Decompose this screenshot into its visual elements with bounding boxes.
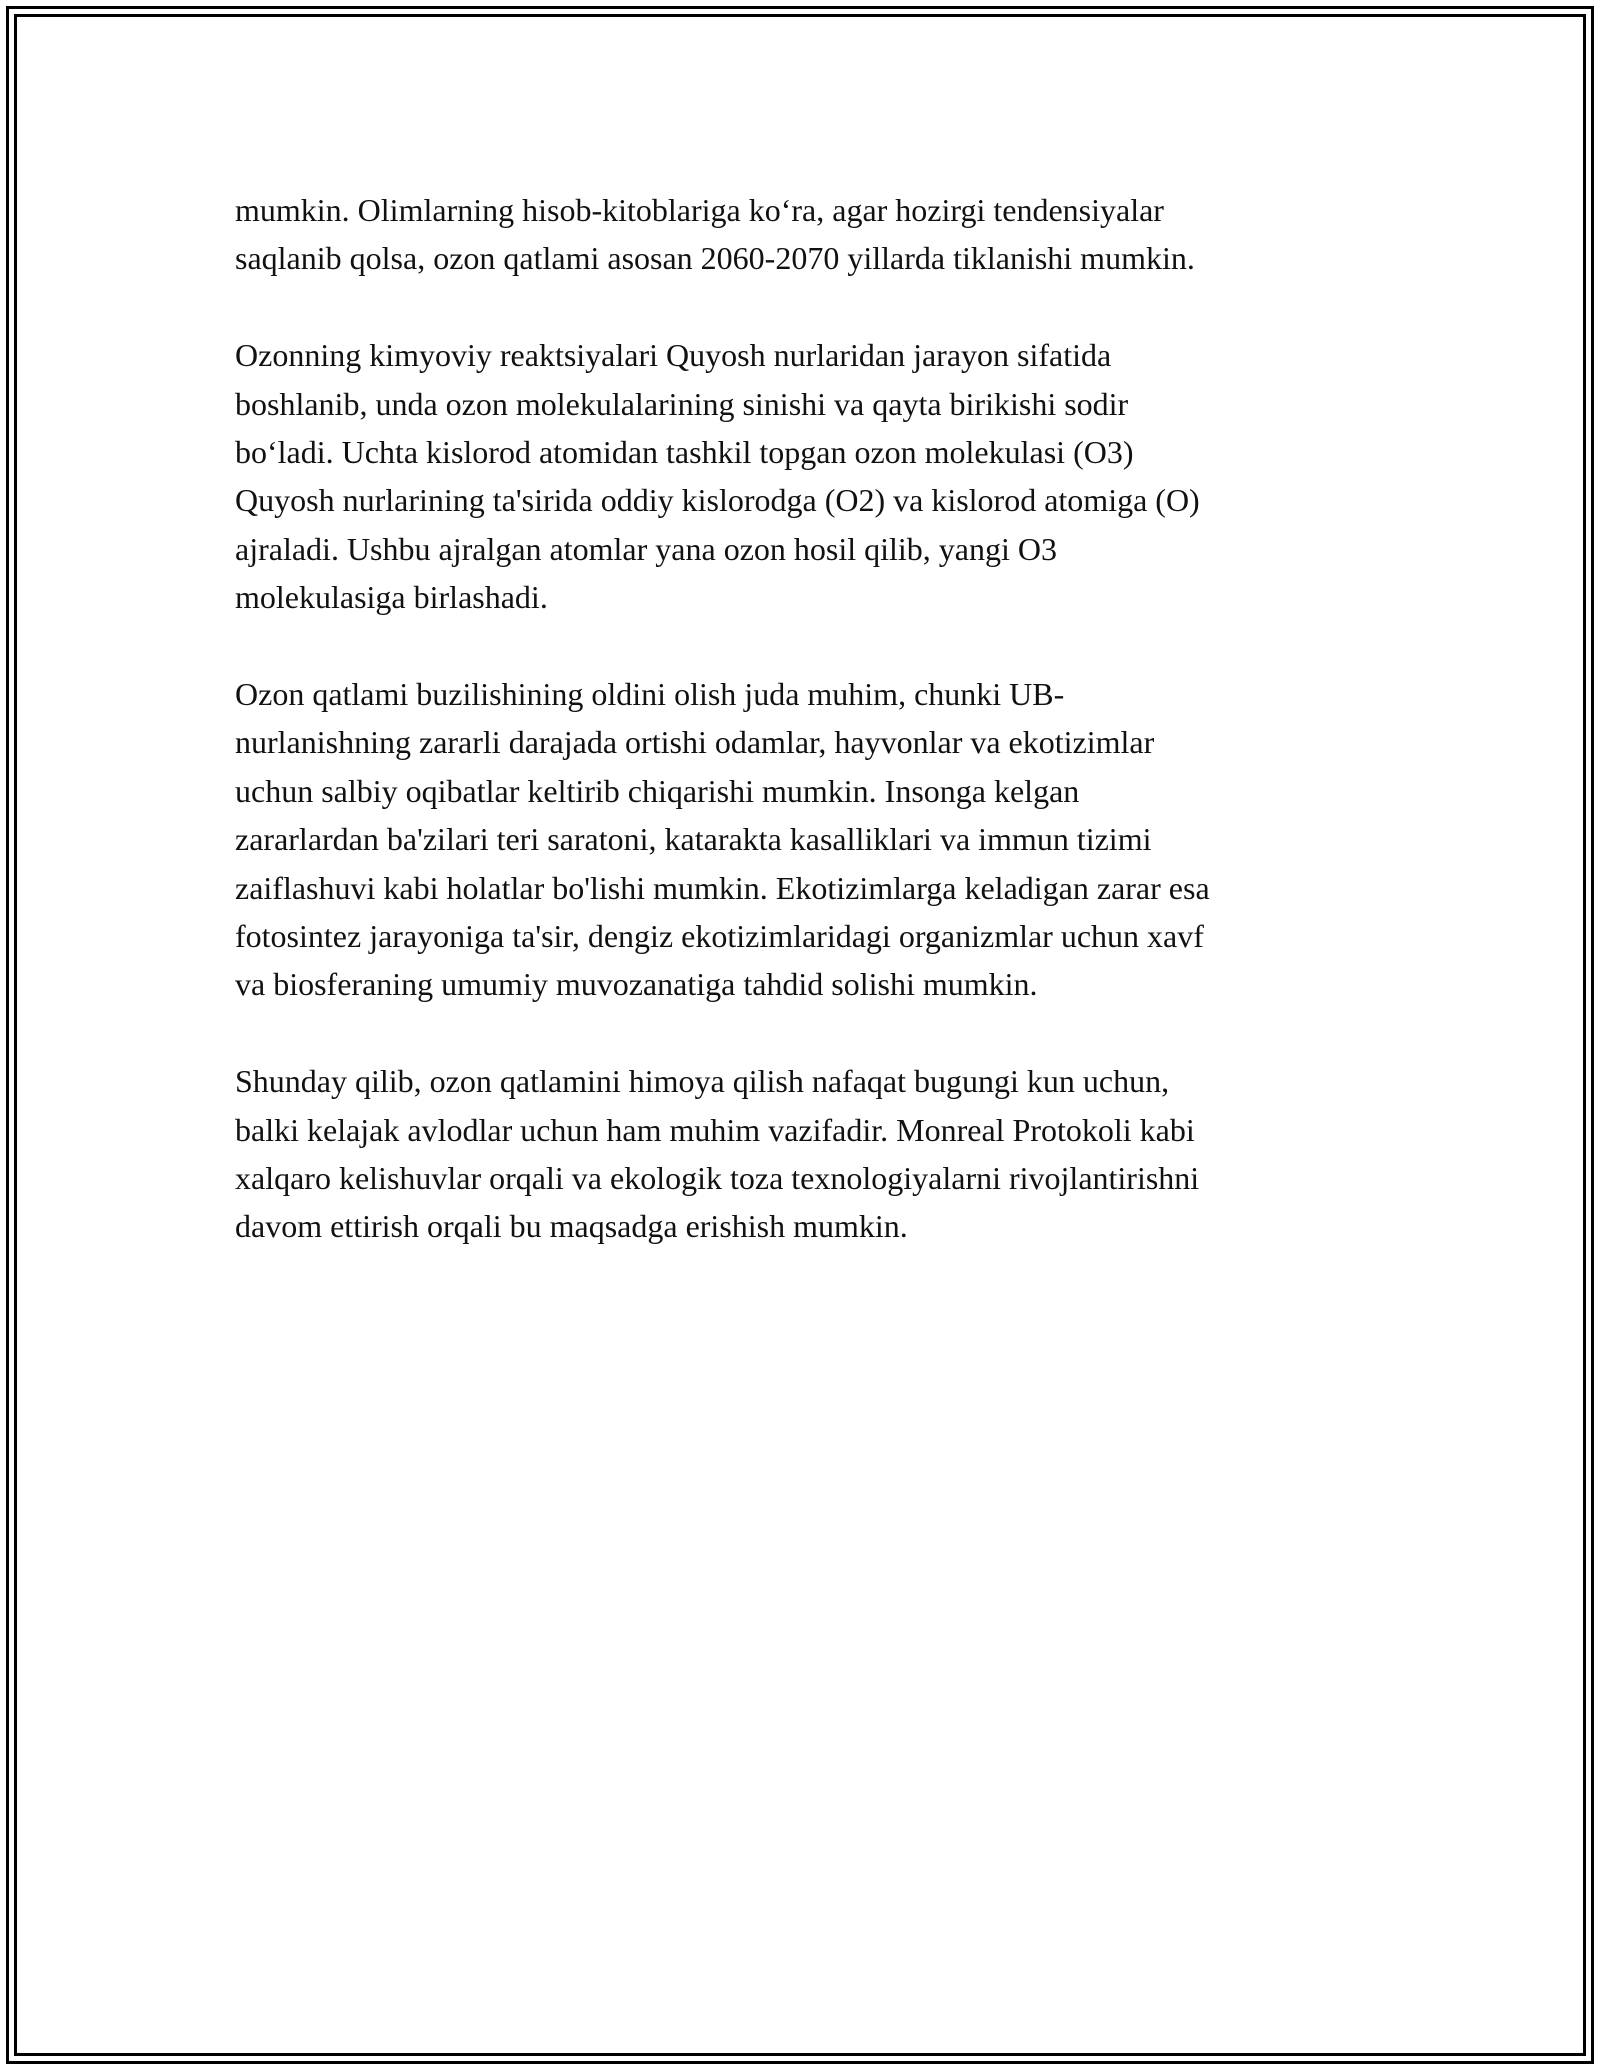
text-line: Ozon qatlami buzilishining oldini olish juda muhim, chunki UB- <box>235 676 1065 713</box>
text-line: Shunday qilib, ozon qatlamini himoya qilish nafaqat bugungi kun uchun, <box>235 1063 1170 1100</box>
text-line: zaiflashuvi kabi holatlar bo'lishi mumkin. Ekotizimlarga keladigan zarar esa <box>235 869 1210 906</box>
text-line: va biosferaning umumiy muvozanatiga tahdid solishi mumkin. <box>235 966 1038 1003</box>
text-line: davom ettirish orqali bu maqsadga erishish mumkin. <box>235 1208 908 1245</box>
text-line: Quyosh nurlarining ta'sirida oddiy kislorodga (O2) va kislorod atomiga (O) <box>235 482 1200 519</box>
text-line: saqlanib qolsa, ozon qatlami asosan 2060-2070 yillarda tiklanishi mumkin. <box>235 240 1195 277</box>
text-line: ajraladi. Ushbu ajralgan atomlar yana ozon hosil qilib, yangi O3 <box>235 530 1057 567</box>
text-line: bo‘ladi. Uchta kislorod atomidan tashkil topgan ozon molekulasi (O3) <box>235 434 1134 471</box>
text-line: uchun salbiy oqibatlar keltirib chiqarishi mumkin. Insonga kelgan <box>235 772 1080 809</box>
paragraph-3 <box>235 670 1365 1009</box>
text-line: molekulasiga birlashadi. <box>235 579 548 616</box>
paragraph-1 <box>235 186 1365 283</box>
text-line: mumkin. Olimlarning hisob-kitoblariga ko‘ra, agar hozirgi tendensiyalar <box>235 192 1164 228</box>
text-line: fotosintez jarayoniga ta'sir, dengiz ekotizimlaridagi organizmlar uchun xavf <box>235 918 1204 955</box>
document-body <box>235 186 1365 1299</box>
text-line: Ozonning kimyoviy reaktsiyalari Quyosh nurlaridan jarayon sifatida <box>235 337 1112 374</box>
text-line: balki kelajak avlodlar uchun ham muhim vazifadir. Monreal Protokoli kabi <box>235 1111 1195 1148</box>
text-line: nurlanishning zararli darajada ortishi odamlar, hayvonlar va ekotizimlar <box>235 724 1155 761</box>
paragraph-2 <box>235 331 1365 621</box>
text-line: boshlanib, unda ozon molekulalarining sinishi va qayta birikishi sodir <box>235 385 1129 422</box>
paragraph-4 <box>235 1057 1365 1251</box>
text-line: xalqaro kelishuvlar orqali va ekologik toza texnologiyalarni rivojlantirishni <box>235 1160 1200 1197</box>
text-line: zararlardan ba'zilari teri saratoni, katarakta kasalliklari va immun tizimi <box>235 821 1152 858</box>
